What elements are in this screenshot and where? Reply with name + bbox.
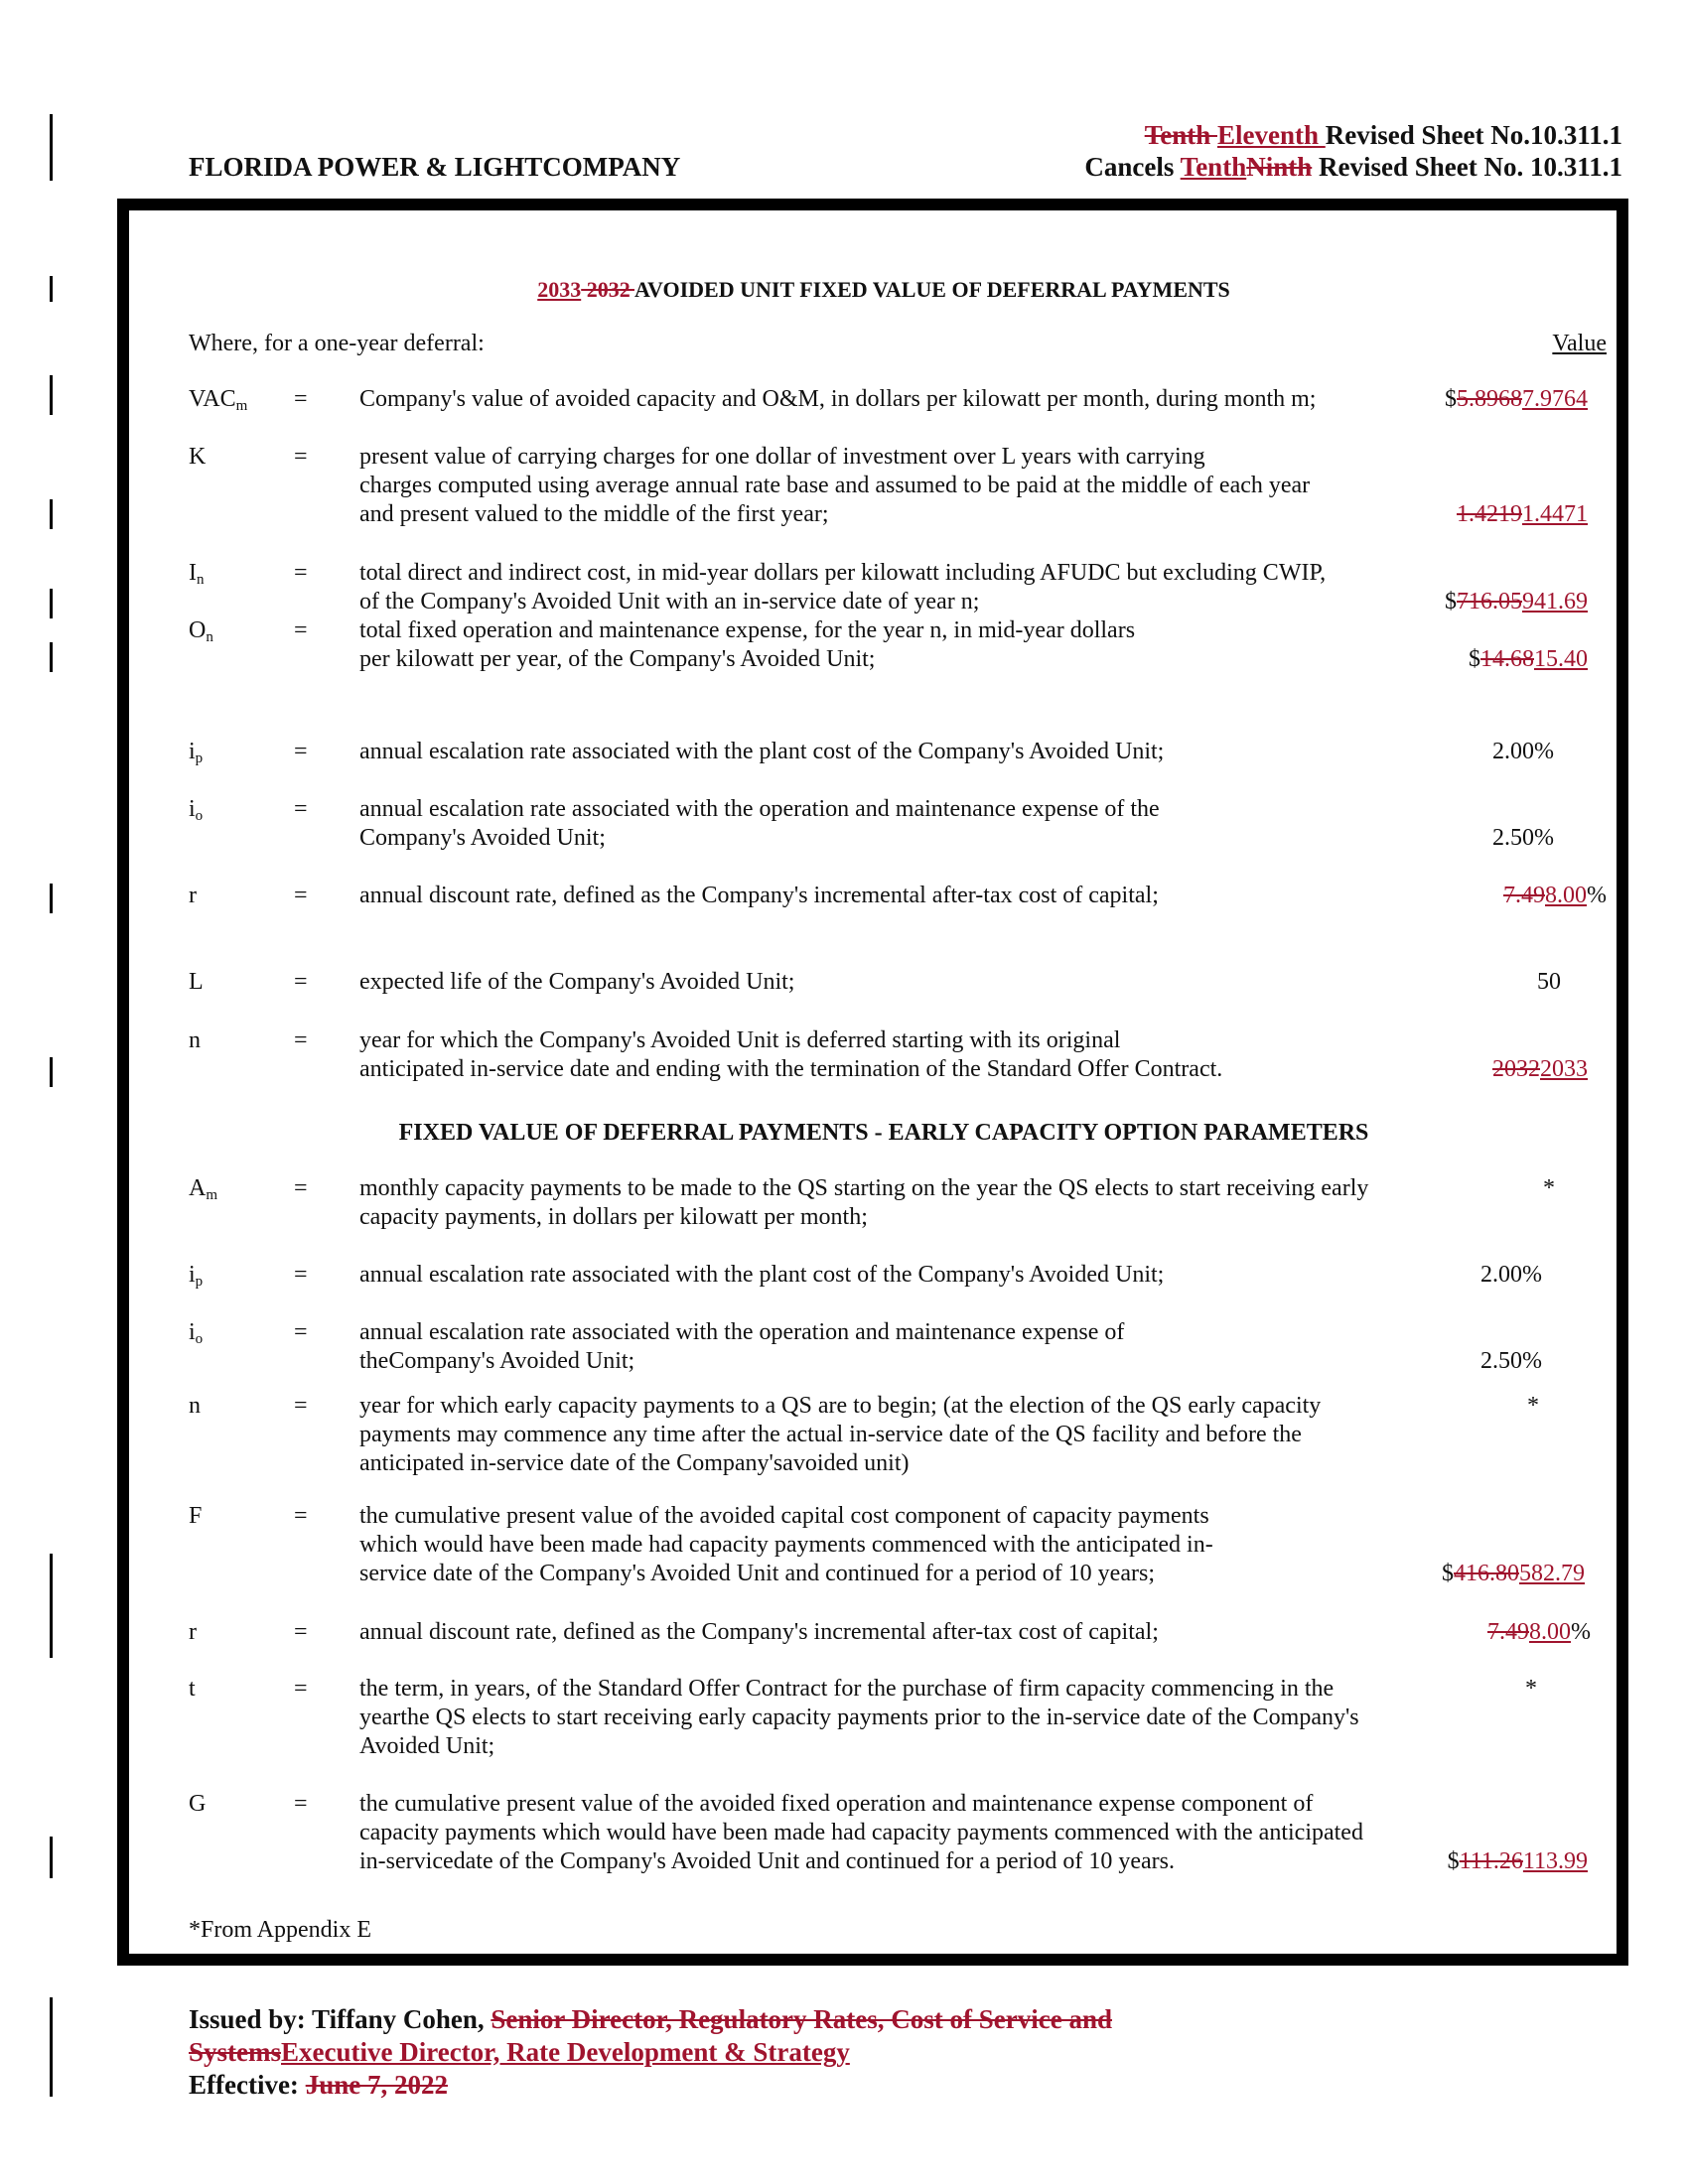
description-line: payments may commence any time after the actual in-service date of the QS facility and before the: [359, 1422, 1302, 1447]
effective-label: Effective:: [189, 2070, 306, 2100]
symbol-subscript: p: [195, 1274, 204, 1290]
symbol-subscript: p: [195, 751, 204, 766]
symbol-letter: i: [189, 1319, 196, 1345]
parameter-value: [1445, 385, 1588, 414]
parameter-description: [359, 443, 1310, 529]
symbol-letter: t: [189, 1676, 196, 1702]
description-line: yearthe QS elects to start receiving early capacity payments prior to the in-service date of the Company's: [359, 1705, 1359, 1730]
inserted-value: 2033: [1540, 1056, 1588, 1082]
deleted-text: 2032: [581, 277, 634, 302]
value-prefix: $: [1469, 646, 1480, 672]
issued-line: [189, 2003, 1112, 2036]
parameter-value: [1503, 882, 1607, 910]
sheet-number: [1145, 120, 1622, 151]
deleted-value: 7.49: [1487, 1619, 1529, 1645]
sheet-label: Revised Sheet No. 10.311.1: [1312, 152, 1622, 182]
change-bar: [50, 1057, 53, 1087]
parameter-value: [1492, 1055, 1588, 1084]
deleted-value: 14.68: [1480, 646, 1534, 672]
symbol-letter: A: [189, 1175, 207, 1201]
parameter-description: [359, 1790, 1363, 1876]
description-line: in-servicedate of the Company's Avoided Unit and continued for a period of 10 years.: [359, 1848, 1175, 1874]
inserted-text: Executive Director, Rate Development & Strategy: [281, 2037, 850, 2067]
deleted-value: 7.49: [1503, 883, 1545, 908]
footnote: *From Appendix E: [189, 1917, 371, 1943]
change-bar: [50, 589, 53, 618]
intro-text: Where, for a one-year deferral:: [189, 331, 485, 356]
symbol-letter: O: [189, 617, 207, 643]
value-prefix: $: [1442, 1561, 1454, 1586]
description-line: and present valued to the middle of the first year;: [359, 501, 829, 527]
value-header: Value: [1552, 331, 1607, 356]
description-line: year for which the Company's Avoided Unit is deferred starting with its original: [359, 1027, 1121, 1053]
parameter-value: [1448, 1847, 1588, 1876]
section-title: [0, 1119, 1688, 1148]
inserted-value: 941.69: [1522, 589, 1588, 614]
parameter-value: [1492, 824, 1554, 853]
inserted-value: 113.99: [1522, 1848, 1588, 1874]
change-bar: [50, 114, 53, 181]
value-text: 50: [1537, 969, 1561, 995]
parameter-description: [359, 795, 1160, 853]
inserted-value: 582.79: [1519, 1561, 1585, 1586]
inserted-value: 1.4471: [1522, 501, 1588, 527]
cancels-label: Cancels: [1084, 152, 1181, 182]
parameter-description: [359, 882, 1159, 910]
parameter-description: [359, 1026, 1222, 1084]
value-suffix: %: [1587, 883, 1607, 908]
symbol-letter: i: [189, 739, 196, 764]
description-line: annual escalation rate associated with the plant cost of the Company's Avoided Unit;: [359, 739, 1165, 764]
parameter-value: [1525, 1675, 1537, 1704]
issued-label: Issued by: Tiffany Cohen,: [189, 2004, 492, 2034]
description-line: Company's value of avoided capacity and O&M, in dollars per kilowatt per month, during month m;: [359, 386, 1317, 412]
company-name: FLORIDA POWER & LIGHTCOMPANY: [189, 152, 681, 182]
value-text: *: [1525, 1676, 1537, 1702]
parameter-value: [1442, 1560, 1585, 1588]
description-line: annual discount rate, defined as the Company's incremental after-tax cost of capital;: [359, 1619, 1159, 1645]
parameter-value: [1480, 1347, 1542, 1376]
description-line: year for which early capacity payments to a QS are to begin; (at the election of the QS early capacity: [359, 1393, 1322, 1419]
inserted-value: 8.00: [1529, 1619, 1571, 1645]
deleted-text: June 7, 2022: [305, 2070, 448, 2100]
inserted-value: 8.00: [1545, 883, 1587, 908]
equals-sign: =: [294, 560, 308, 586]
equals-sign: =: [294, 1319, 308, 1345]
parameter-description: [359, 385, 1316, 414]
equals-sign: =: [294, 739, 308, 764]
symbol-letter: n: [189, 1393, 201, 1419]
symbol-subscript: n: [206, 629, 213, 645]
parameter-description: [359, 1675, 1359, 1761]
description-line: service date of the Company's Avoided Unit and continued for a period of 10 years;: [359, 1561, 1155, 1586]
parameter-symbol: [189, 559, 205, 595]
description-line: which would have been made had capacity payments commenced with the anticipated in-: [359, 1532, 1213, 1558]
value-prefix: $: [1447, 1848, 1460, 1874]
symbol-letter: r: [189, 883, 197, 908]
parameter-description: [359, 1392, 1321, 1478]
parameter-value: [1445, 588, 1588, 616]
equals-sign: =: [294, 444, 308, 470]
equals-sign: =: [294, 1676, 308, 1702]
cancels-sheet: [1084, 152, 1622, 183]
description-line: annual escalation rate associated with the plant cost of the Company's Avoided Unit;: [359, 1262, 1165, 1288]
value-text: *: [1543, 1175, 1555, 1201]
equals-sign: =: [294, 969, 308, 995]
description-line: anticipated in-service date and ending with the termination of the Standard Offer Contract.: [359, 1056, 1223, 1082]
parameter-value: [1543, 1174, 1555, 1203]
parameter-symbol: [189, 1392, 201, 1421]
value-text: *: [1527, 1393, 1539, 1419]
parameter-symbol: [189, 443, 206, 472]
description-line: total direct and indirect cost, in mid-year dollars per kilowatt including AFUDC but excluding CWIP,: [359, 560, 1327, 586]
description-line: Avoided Unit;: [359, 1733, 495, 1759]
symbol-subscript: m: [206, 1187, 218, 1203]
value-text: 2.50%: [1492, 825, 1554, 851]
parameter-symbol: [189, 1790, 206, 1819]
change-bar: [50, 499, 53, 529]
parameter-value: [1527, 1392, 1539, 1421]
issued-footer: [189, 2003, 1112, 2102]
value-prefix: $: [1445, 386, 1457, 412]
equals-sign: =: [294, 1619, 308, 1645]
symbol-letter: n: [189, 1027, 201, 1053]
parameter-symbol: [189, 738, 203, 773]
change-bar: [50, 1554, 53, 1658]
description-line: the cumulative present value of the avoided capital cost component of capacity payments: [359, 1503, 1209, 1529]
parameter-symbol: [189, 795, 203, 831]
change-bar: [50, 884, 53, 913]
deleted-value: 716.05: [1457, 589, 1522, 614]
description-line: expected life of the Company's Avoided Unit;: [359, 969, 795, 995]
value-text: 2.50%: [1480, 1348, 1542, 1374]
deleted-value: 111.26: [1459, 1848, 1523, 1874]
deleted-text: Tenth: [1144, 120, 1217, 150]
symbol-letter: i: [189, 1262, 196, 1288]
description-line: total fixed operation and maintenance expense, for the year n, in mid-year dollars: [359, 617, 1136, 643]
inserted-text: Tenth: [1180, 152, 1247, 182]
parameter-description: [359, 1318, 1124, 1376]
change-bar: [50, 375, 53, 415]
description-line: the cumulative present value of the avoided fixed operation and maintenance expense component of: [359, 1791, 1314, 1817]
equals-sign: =: [294, 1791, 308, 1817]
parameter-description: [359, 738, 1164, 766]
parameter-value: [1492, 738, 1554, 766]
description-line: capacity payments which would have been made had capacity payments commenced with the anticipated: [359, 1820, 1363, 1845]
symbol-subscript: o: [195, 808, 204, 824]
parameter-symbol: [189, 1675, 196, 1704]
parameter-symbol: [189, 385, 247, 421]
deleted-text: Senior Director, Regulatory Rates, Cost of Service and: [491, 2004, 1112, 2034]
parameter-symbol: [189, 1318, 203, 1354]
symbol-letter: G: [189, 1791, 207, 1817]
parameter-value: [1480, 1261, 1542, 1290]
section-title-text: FIXED VALUE OF DEFERRAL PAYMENTS - EARLY CAPACITY OPTION PARAMETERS: [398, 1120, 1369, 1146]
equals-sign: =: [294, 617, 308, 643]
parameter-value: [1469, 645, 1588, 674]
symbol-letter: K: [189, 444, 207, 470]
change-bar: [50, 1997, 53, 2097]
value-text: 2.00%: [1480, 1262, 1542, 1288]
description-line: annual escalation rate associated with the operation and maintenance expense of the: [359, 796, 1160, 822]
symbol-letter: i: [189, 796, 196, 822]
equals-sign: =: [294, 1027, 308, 1053]
issued-line-2: [189, 2036, 1112, 2069]
parameter-value: [1457, 500, 1588, 529]
parameter-symbol: [189, 1174, 217, 1210]
equals-sign: =: [294, 796, 308, 822]
title-text: AVOIDED UNIT FIXED VALUE OF DEFERRAL PAYMENTS: [634, 277, 1230, 302]
equals-sign: =: [294, 883, 308, 908]
deleted-value: 416.80: [1454, 1561, 1519, 1586]
parameter-symbol: [189, 1026, 201, 1055]
description-line: charges computed using average annual rate base and assumed to be paid at the middle of each year: [359, 473, 1311, 498]
sheet-label: Revised Sheet No.10.311.1: [1325, 120, 1622, 150]
parameter-symbol: [189, 616, 213, 652]
parameter-symbol: [189, 1618, 197, 1647]
value-prefix: $: [1445, 589, 1457, 614]
description-line: anticipated in-service date of the Company'savoided unit): [359, 1450, 910, 1476]
equals-sign: =: [294, 1262, 308, 1288]
deleted-value: 1.4219: [1457, 501, 1522, 527]
description-line: per kilowatt per year, of the Company's Avoided Unit;: [359, 646, 876, 672]
description-line: monthly capacity payments to be made to the QS starting on the year the QS elects to start receiving early: [359, 1175, 1369, 1201]
parameter-description: [359, 616, 1135, 674]
parameter-value: [1487, 1618, 1591, 1647]
effective-line: [189, 2069, 1112, 2102]
parameter-description: [359, 1174, 1368, 1232]
deleted-text: Ninth: [1246, 152, 1313, 182]
equals-sign: =: [294, 386, 308, 412]
parameter-symbol: [189, 882, 197, 910]
symbol-subscript: n: [197, 572, 205, 588]
value-suffix: %: [1571, 1619, 1591, 1645]
inserted-text: Eleventh: [1216, 120, 1326, 150]
parameter-symbol: [189, 1261, 203, 1297]
description-line: Company's Avoided Unit;: [359, 825, 606, 851]
parameter-description: [359, 1502, 1213, 1588]
deleted-value: 5.8968: [1457, 386, 1522, 412]
symbol-subscript: o: [195, 1331, 204, 1347]
description-line: annual discount rate, defined as the Company's incremental after-tax cost of capital;: [359, 883, 1159, 908]
description-line: of the Company's Avoided Unit with an in-service date of year n;: [359, 589, 980, 614]
parameter-description: [359, 968, 794, 997]
value-text: 2.00%: [1492, 739, 1554, 764]
parameter-symbol: [189, 1502, 202, 1531]
document-title: [0, 275, 1688, 304]
inserted-value: 7.9764: [1522, 386, 1588, 412]
description-line: the term, in years, of the Standard Offer Contract for the purchase of firm capacity commencing in the: [359, 1676, 1335, 1702]
description-line: theCompany's Avoided Unit;: [359, 1348, 635, 1374]
symbol-letter: I: [189, 560, 197, 586]
deleted-text: Systems: [189, 2037, 281, 2067]
equals-sign: =: [294, 1503, 308, 1529]
symbol-letter: r: [189, 1619, 197, 1645]
symbol-letter: VAC: [189, 386, 236, 412]
parameter-description: [359, 1618, 1159, 1647]
symbol-letter: F: [189, 1503, 203, 1529]
parameter-value: [1537, 968, 1561, 997]
deleted-value: 2032: [1492, 1056, 1540, 1082]
inserted-value: 15.40: [1534, 646, 1588, 672]
parameter-description: [359, 559, 1326, 616]
parameter-symbol: [189, 968, 204, 997]
parameter-description: [359, 1261, 1164, 1290]
description-line: annual escalation rate associated with the operation and maintenance expense of: [359, 1319, 1125, 1345]
equals-sign: =: [294, 1393, 308, 1419]
description-line: capacity payments, in dollars per kilowatt per month;: [359, 1204, 868, 1230]
equals-sign: =: [294, 1175, 308, 1201]
description-line: present value of carrying charges for one dollar of investment over L years with carrying: [359, 444, 1205, 470]
change-bar: [50, 642, 53, 672]
change-bar: [50, 1837, 53, 1878]
inserted-text: 2033: [537, 277, 582, 302]
symbol-letter: L: [189, 969, 204, 995]
symbol-subscript: m: [235, 398, 248, 414]
